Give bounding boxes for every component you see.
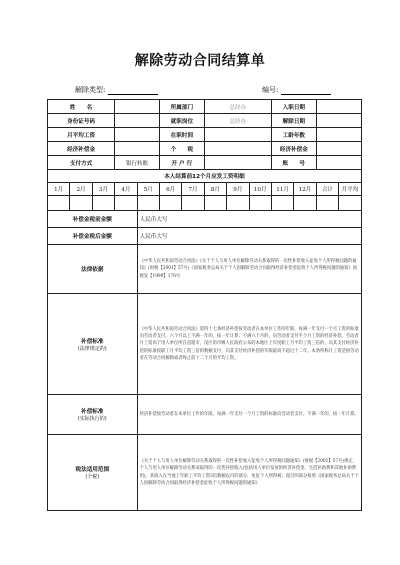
table-row	[48, 395, 362, 435]
standard-actual-text: 经济补偿按劳动者在本单位工作的年限，每满一年支付一个月工资的标准向劳动者支付。不满一年的，按一年计算。	[137, 395, 361, 435]
standard-law-subtitle: (法律规定的)	[77, 345, 107, 352]
post-tax-value[interactable]: 人民币大写	[137, 228, 361, 245]
position-label: 就职岗位	[159, 114, 204, 128]
severance-label-2: 经济补偿金	[271, 142, 316, 156]
legal-basis-text: 《中华人民共和国劳动合同法》《关于个人与用人单位解除劳动关系取得的一次性补偿收入征免个人所得税问题的通知》(财税【2001】57号)《国家税务总局关于个人因解除劳动合同取得经济补偿金征收个人所得税问题的通知》国税发【1999】178号	[137, 245, 361, 294]
month-header: 5月	[137, 183, 159, 196]
table-row	[48, 156, 362, 170]
table-row	[48, 100, 362, 114]
account-cell[interactable]	[316, 156, 361, 170]
number-label: 编号:	[262, 86, 279, 94]
payment-method-label: 支付方式	[48, 156, 115, 170]
average-header: 月平均	[339, 183, 362, 196]
service-years-cell[interactable]	[316, 128, 361, 142]
table-row	[48, 170, 362, 183]
month-header: 12月	[294, 183, 316, 196]
wage-cell[interactable]	[271, 196, 293, 211]
wage-cell[interactable]	[70, 196, 92, 211]
individual-tax-label: 个 税	[159, 142, 204, 156]
wage-cell[interactable]	[227, 196, 249, 211]
position-cell[interactable]: 总经办	[204, 114, 271, 128]
legal-basis-label: 法律依据	[48, 245, 138, 294]
month-header: 9月	[227, 183, 249, 196]
termination-date-label: 解除日期	[271, 114, 316, 128]
standard-actual-title: 补偿标准	[81, 409, 104, 415]
settlement-table	[47, 99, 362, 511]
number-field[interactable]	[262, 85, 331, 95]
tax-scope-subtitle: (个税)	[85, 474, 100, 480]
month-header: 11月	[271, 183, 293, 196]
standard-law-label	[48, 294, 138, 395]
table-row	[48, 245, 362, 294]
wage-section-header: 本人结算前12个月应发工资明细	[48, 170, 362, 183]
month-header: 6月	[159, 183, 181, 196]
wage-cell[interactable]	[294, 196, 316, 211]
total-cell[interactable]	[316, 196, 338, 211]
bank-cell[interactable]	[204, 156, 271, 170]
wage-cell[interactable]	[137, 196, 159, 211]
service-years-label: 工龄年数	[271, 128, 316, 142]
termination-type-field[interactable]	[75, 85, 158, 95]
entry-date-cell[interactable]	[316, 100, 361, 114]
month-header-row	[48, 183, 362, 196]
table-row	[48, 294, 362, 395]
tax-scope-label	[48, 435, 138, 511]
termination-date-cell[interactable]	[316, 114, 361, 128]
wage-values-row	[48, 196, 362, 211]
pre-tax-value[interactable]: 人民币大写	[137, 211, 361, 228]
total-header: 合计	[316, 183, 338, 196]
name-label: 姓 名	[48, 100, 115, 114]
month-header: 1月	[48, 183, 70, 196]
standard-actual-label	[48, 395, 138, 435]
table-row	[48, 114, 362, 128]
wage-cell[interactable]	[249, 196, 271, 211]
wage-cell[interactable]	[48, 196, 70, 211]
tax-scope-text: 《关于个人与用人单位解除劳动关系取得的一次性补偿收入征免个人所得税问题通知》(财税【2001】57号)规定，个人与用人单位解除劳动关系而取得的一次性补偿收入(包括用人单位发放的经济补偿金、生活补助费和其他补助费用)，其收入在当地上年职工平均工资3倍数额以内的部分，免征个人所得税；超过的部分按照《国家税务总局关于个人因解除劳动合同取得经济补偿金征收个人所得税问题的通知》	[137, 435, 361, 511]
name-cell[interactable]	[115, 100, 160, 114]
department-label: 所属部门	[159, 100, 204, 114]
entry-date-label: 入职日期	[271, 100, 316, 114]
table-row	[48, 228, 362, 245]
monthly-wage-label: 月平均工资	[48, 128, 115, 142]
month-header: 8月	[204, 183, 226, 196]
id-number-label: 身份证号码	[48, 114, 115, 128]
department-cell[interactable]: 总经办	[204, 100, 271, 114]
tax-scope-title: 税法适用范围	[75, 467, 110, 473]
monthly-wage-cell[interactable]	[115, 128, 160, 142]
pre-tax-label: 补偿金税前金额	[48, 211, 138, 228]
account-label: 账 号	[271, 156, 316, 170]
payment-method-cell[interactable]: 银行转账	[115, 156, 160, 170]
table-row	[48, 435, 362, 511]
termination-type-line	[108, 86, 158, 95]
wage-cell[interactable]	[115, 196, 137, 211]
standard-law-title: 补偿标准	[81, 338, 104, 345]
month-header: 7月	[182, 183, 204, 196]
wage-cell[interactable]	[92, 196, 114, 211]
severance-label: 经济补偿金	[48, 142, 115, 156]
table-row	[48, 142, 362, 156]
number-line	[281, 86, 331, 95]
bank-label: 开 户 行	[159, 156, 204, 170]
average-cell[interactable]	[339, 196, 362, 211]
service-time-label: 在职时间	[159, 128, 204, 142]
wage-cell[interactable]	[159, 196, 181, 211]
table-row	[48, 211, 362, 228]
month-header: 4月	[115, 183, 137, 196]
month-header: 2月	[70, 183, 92, 196]
wage-cell[interactable]	[182, 196, 204, 211]
severance-cell[interactable]	[115, 142, 160, 156]
id-number-cell[interactable]	[115, 114, 160, 128]
termination-type-label: 解除类型:	[75, 86, 106, 94]
standard-law-text: 《中华人民共和国劳动合同法》第四十七条经济补偿按劳动者在本单位工作的年限，每满一年支付一个月工资的标准向劳动者支付。六个月以上不满一年的，按一年计算；不满六个月的，向劳动者支付半个月工资的经济补偿。劳动者月工资高于用人单位所在直辖市、设区的市级人民政府公布的本地区上年度职工月平均工资三倍的，向其支付经济补偿的标准按职工月平均工资三倍的数额支付，向其支付经济补偿的年限最高不超过十二年。本条所称月工资是指劳动者在劳动合同解除或者终止前十二个月的平均工资。	[137, 294, 361, 395]
severance-cell-2[interactable]	[316, 142, 361, 156]
month-header: 3月	[92, 183, 114, 196]
service-time-cell[interactable]	[204, 128, 271, 142]
document-title: 解除劳动合同结算单	[134, 53, 266, 69]
individual-tax-cell[interactable]	[204, 142, 271, 156]
standard-actual-subtitle: (实际执行的)	[77, 416, 107, 422]
post-tax-label: 补偿金税后金额	[48, 228, 138, 245]
wage-cell[interactable]	[204, 196, 226, 211]
month-header: 10月	[249, 183, 271, 196]
table-row	[48, 128, 362, 142]
